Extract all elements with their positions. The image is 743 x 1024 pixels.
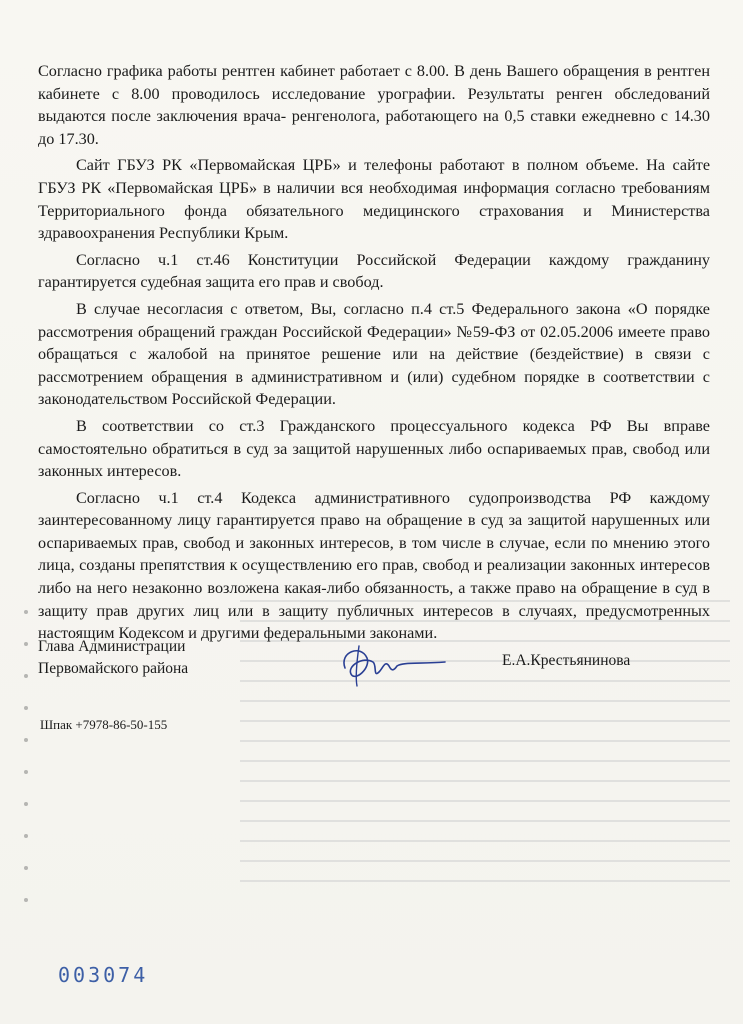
signatory-name: Е.А.Крестьянинова	[502, 652, 631, 669]
paragraph-civil-procedure: В соответствии со ст.3 Гражданского процессуального кодекса РФ Вы вправе самостоятельно обратиться в суд за защитой нарушенных либо оспариваемых прав, свобод или законных интересов.	[38, 416, 710, 481]
handwritten-signature	[333, 638, 453, 690]
signatory-position	[38, 636, 258, 680]
serial-number: 003074	[58, 963, 149, 987]
paragraph-website: Сайт ГБУЗ РК «Первомайская ЦРБ» и телефоны работают в полном объеме. На сайте ГБУЗ РК «Первомайская ЦРБ» в наличии вся необходимая информация согласно требованиям Территориального фонда обязательного медицинского страхования и Министерства здравоохранения Республики Крым.	[38, 156, 710, 243]
signatory-position-line1: Глава Администрации	[38, 638, 186, 655]
paragraph-appeal-rights: В случае несогласия с ответом, Вы, согласно п.4 ст.5 Федерального закона «О порядке рассмотрения обращений граждан Российской Федерации» №59-ФЗ от 02.05.2006 имеете право обращаться с жалобой на принятое решение или на действие (бездействие) в связи с рассмотрением обращения в административном и (или) судебном порядке в соответствии с законодательством Российской Федерации.	[38, 299, 710, 409]
paragraph-constitution: Согласно ч.1 ст.46 Конституции Российской Федерации каждому гражданину гарантируется судебная защита его прав и свобод.	[38, 250, 710, 292]
paragraph-administrative-code: Согласно ч.1 ст.4 Кодекса административного судопроизводства РФ каждому заинтересованному лицу гарантируется право на обращение в суд за защитой нарушенных или оспариваемых прав, свобод и законных интересов, в том числе в случае, если по мнению этого лица, созданы препятствия к осуществлению его прав, свобод и реализации законных интересов либо на него незаконно возложена какая-либо обязанность, а также право на обращение в суд в защиту прав других лиц или в защиту публичных интересов в случаях, предусмотренных настоящим Кодексом и другими федеральными законами.	[38, 488, 710, 643]
contact-line: Шпак +7978-86-50-155	[40, 717, 168, 732]
document-body	[38, 60, 710, 649]
paragraph-xray-schedule: Согласно графика работы рентген кабинет работает с 8.00. В день Вашего обращения в рентген кабинете с 8.00 проводилось исследование урографии. Результаты ренген обследований выдаются после заключения врача- ренгенолога, работающего на 0,5 ставки ежедневно с 14.30 до 17.30.	[38, 62, 710, 148]
signatory-position-line2: Первомайского района	[38, 660, 189, 677]
